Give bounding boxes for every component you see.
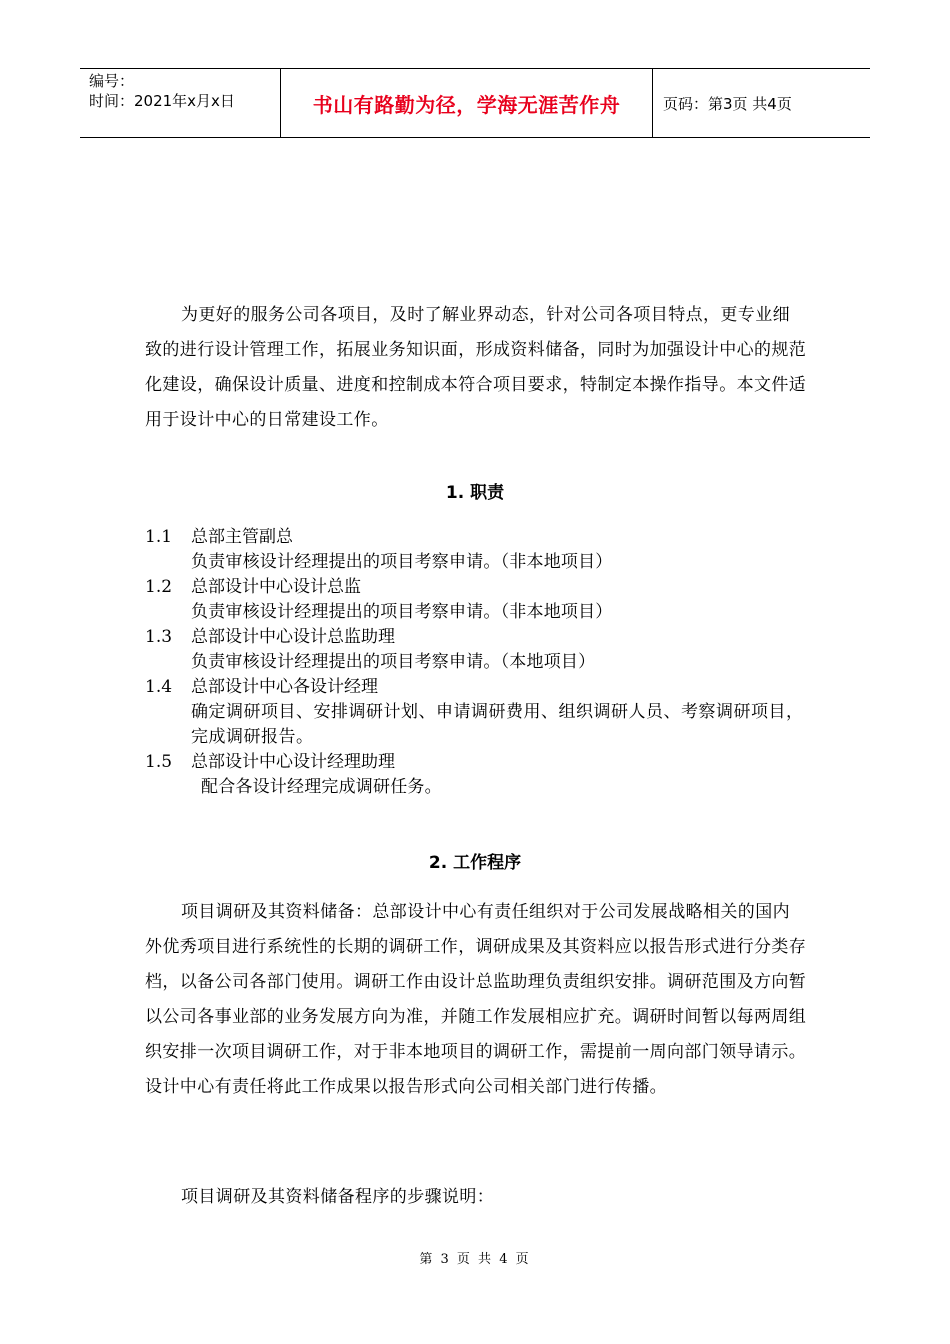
intro-paragraph: 为更好的服务公司各项目，及时了解业界动态，针对公司各项目特点，更专业细致的进行设计管理工作，拓展业务知识面，形成资料储备，同时为加强设计中心的规范化建设，确保设计质量、进度和控制成本符合项目要求，特制定本操作指导。本文件适用于设计中心的日常建设工作。 [145,305,807,430]
item-description: 确定调研项目、安排调研计划、申请调研费用、组织调研人员、考察调研项目，完成调研报告。 [191,702,804,747]
procedure-steps-intro: 项目调研及其资料储备程序的步骤说明： [181,1187,495,1207]
list-item [145,575,815,625]
item-title: 总部设计中心设计总监 [191,577,361,597]
list-item [145,625,815,675]
responsibility-list [145,525,815,800]
document-time-label: 时间：2021年x月x日 [89,92,235,110]
list-item [145,675,815,750]
item-description: 负责审核设计经理提出的项目考察申请。（非本地项目） [191,552,613,572]
list-item [145,750,815,800]
item-title: 总部设计中心设计经理助理 [191,752,395,772]
page-header [80,68,870,138]
item-number: 1.3 [145,627,173,647]
item-description: 配合各设计经理完成调研任务。 [201,777,442,797]
item-number: 1.5 [145,752,173,772]
section-1-heading: 1. 职责 [445,483,505,503]
list-item [145,525,815,575]
section-2-heading: 2. 工作程序 [428,853,522,873]
item-number: 1.4 [145,677,173,697]
item-title: 总部设计中心各设计经理 [191,677,378,697]
item-description: 负责审核设计经理提出的项目考察申请。（非本地项目） [191,602,613,622]
header-page-label: 页码：第3页 共4页 [663,94,792,113]
document-number-label: 编号： [89,72,135,90]
item-title: 总部设计中心设计总监助理 [191,627,395,647]
page-footer: 第 3 页 共 4 页 [419,1252,531,1267]
item-number: 1.2 [145,577,173,597]
item-title: 总部主管副总 [191,527,293,547]
work-procedure-paragraph: 项目调研及其资料储备：总部设计中心有责任组织对于公司发展战略相关的国内外优秀项目进行系统性的长期的调研工作，调研成果及其资料应以报告形式进行分类存档，以备公司各部门使用。调研工作由设计总监助理负责组织安排。调研范围及方向暂以公司各事业部的业务发展方向为准，并随工作发展相应扩充。调研时间暂以每两周组织安排一次项目调研工作，对于非本地项目的调研工作，需提前一周向部门领导请示。设计中心有责任将此工作成果以报告形式向公司相关部门进行传播。 [145,902,807,1097]
header-meta [80,69,280,137]
item-description: 负责审核设计经理提出的项目考察申请。（本地项目） [191,652,596,672]
header-motto: 书山有路勤为径，学海无涯苦作舟 [280,69,653,137]
item-number: 1.1 [145,527,173,547]
